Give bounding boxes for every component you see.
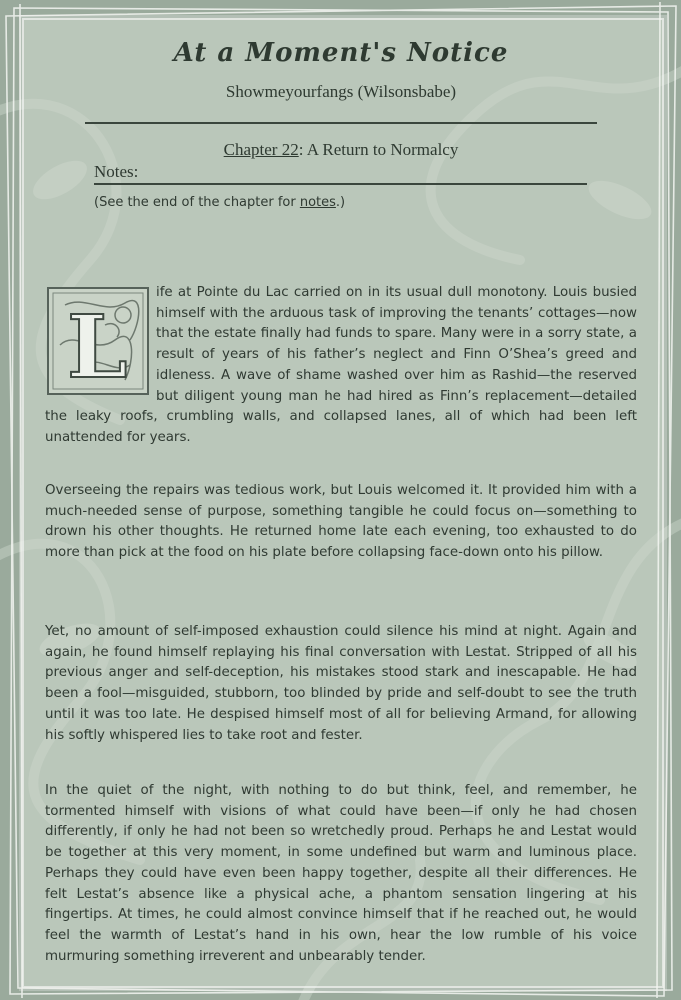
end-notes-link[interactable]: notes xyxy=(299,195,336,210)
chapter-title: A Return to Normalcy xyxy=(306,140,459,159)
notes-heading: Notes: xyxy=(94,162,587,185)
chapter-heading xyxy=(45,140,637,160)
drop-cap-letter: L xyxy=(67,297,128,397)
paragraph-2: Overseeing the repairs was tedious work, but Louis welcomed it. It provided him with a much-needed sense of purpose, something tangible he could focus on—something to drown his other thoughts. He returned home late each evening, too exhausted to do more than pick at the food on his plate before collapsing face-down onto his pillow. xyxy=(45,483,637,561)
chapter-content xyxy=(45,38,637,964)
illuminated-drop-cap-icon xyxy=(45,285,151,397)
header-divider xyxy=(85,122,597,124)
work-author[interactable]: Showmeyourfangs (Wilsonsbabe) xyxy=(225,82,457,101)
notes-text-after: .) xyxy=(335,195,346,210)
paragraph-1 xyxy=(45,283,637,449)
paragraph-4: In the quiet of the night, with nothing to do but think, feel, and remember, he tormented himself with visions of what could have been—if only he had chosen differently, if only he had not been so wretchedly proud. Perhaps he and Lestat would be together at this very moment, in some undefined but warm and luminous place. Perhaps they could have even been happy together, despite all their differences. He felt Lestat’s absence like a physical ache, a phantom sensation lingering at his fingertips. At times, he could almost convince himself that if he reached out, he would feel the warmth of Lestat’s hand in his own, hear the low rumble of his voice murmuring something irreverent and unbearably tender. xyxy=(45,783,637,964)
notes-text xyxy=(94,195,637,210)
notes-text-before: (See the end of the chapter for xyxy=(94,195,300,210)
chapter-number-link[interactable]: Chapter 22 xyxy=(223,140,299,159)
paragraph-3: Yet, no amount of self-imposed exhaustion could silence his mind at night. Again and again, he found himself replaying his final conversation with Lestat. Stripped of all his previous anger and self-deception, his mistakes stood stark and inescapable. He had been a fool—misguided, stubborn, too blinded by pride and self-doubt to see the truth until it was too late. He despised himself most of all for believing Armand, for allowing his softly whispered lies to take root and fester. xyxy=(45,624,637,743)
chapter-separator: : xyxy=(298,140,307,159)
paragraph-1-text: ife at Pointe du Lac carried on in its usual dull monotony. Louis busied himself with the arduous task of improving the tenants’ cottages—now that the estate finally had funds to spare. Many were in a sorry state, a result of years of his father’s neglect and Finn O’Shea’s greed and idleness. A wave of shame washed over him as Rashid—the reserved but diligent young man he had hired as Finn’s replacement—detailed the leaky roofs, crumbling walls, and collapsed lanes, all of which had been left unattended for years. xyxy=(45,285,637,445)
work-title: At a Moment's Notice xyxy=(173,38,509,68)
